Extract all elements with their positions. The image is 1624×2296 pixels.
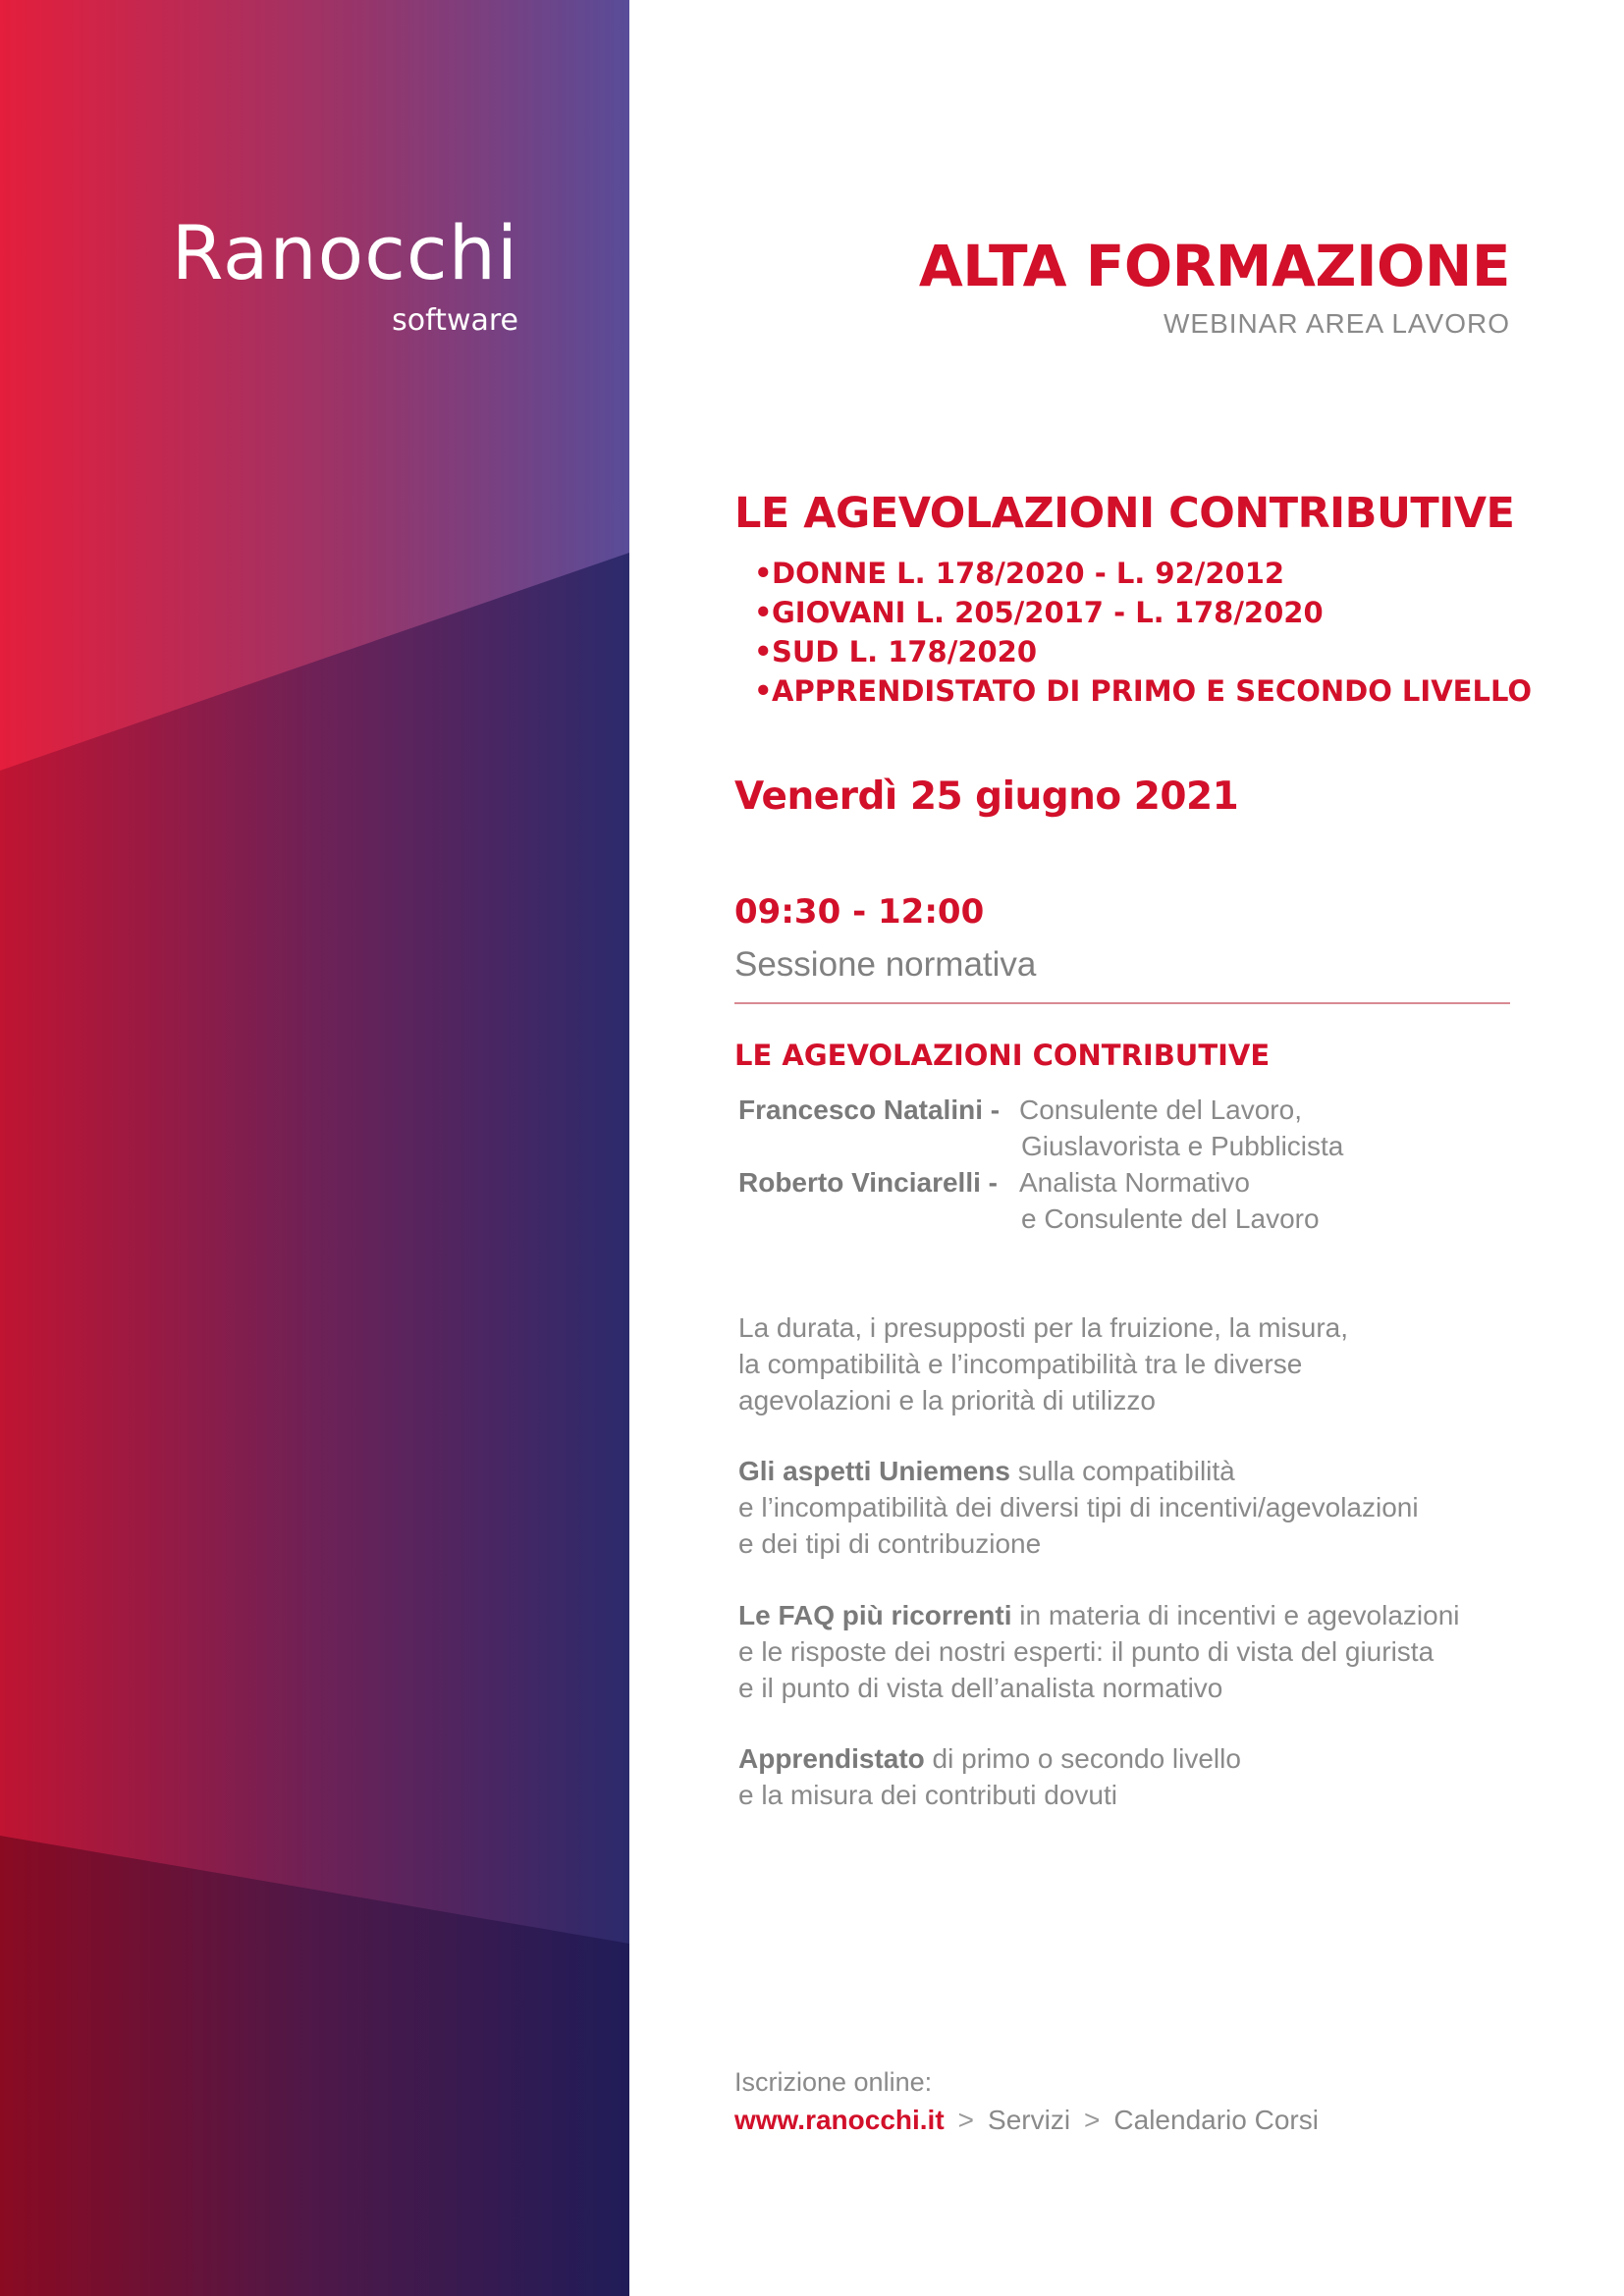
speakers-list xyxy=(738,1092,1504,1237)
session-label: Sessione normativa xyxy=(734,945,1037,984)
topic-item: •GIOVANI L. 205/2017 - L. 178/2020 xyxy=(754,593,1532,632)
bullet-icon: • xyxy=(754,596,773,629)
event-date: Venerdì 25 giugno 2021 xyxy=(734,774,1239,819)
brand-name: Ranocchi xyxy=(171,209,518,296)
speaker-role: Consulente del Lavoro, Giuslavorista e Pubblicista xyxy=(1019,1095,1344,1161)
topic-list xyxy=(754,554,1532,711)
decorative-gradient-panel xyxy=(0,0,629,2296)
brand-tagline: software xyxy=(392,303,518,338)
bullet-icon: • xyxy=(754,557,773,590)
section-title: LE AGEVOLAZIONI CONTRIBUTIVE xyxy=(734,1039,1271,1072)
divider xyxy=(734,1002,1510,1004)
description-paragraph: Le FAQ più ricorrenti in materia di incentivi e agevolazioni e le risposte dei nostri esperti: il punto di vista del giurista e il punto di vista dell’analista normativo xyxy=(738,1600,1460,1703)
description-paragraph: La durata, i presupposti per la fruizione, la misura, la compatibilità e l’incompatibilità tra le diverse agevolazioni e la priorità di utilizzo xyxy=(738,1312,1348,1415)
path-servizi: Servizi xyxy=(988,2105,1071,2135)
topic-title: LE AGEVOLAZIONI CONTRIBUTIVE xyxy=(734,489,1515,538)
speaker-row xyxy=(738,1092,1504,1164)
path-calendario-corsi: Calendario Corsi xyxy=(1113,2105,1319,2135)
registration-path xyxy=(734,2101,1319,2140)
topic-item: •APPRENDISTATO DI PRIMO E SECONDO LIVELLO xyxy=(754,671,1532,711)
bullet-icon: • xyxy=(754,674,773,708)
description-paragraph: Apprendistato di primo o secondo livello e la misura dei contributi dovuti xyxy=(738,1743,1241,1810)
bullet-icon: • xyxy=(754,635,773,668)
speaker-row xyxy=(738,1164,1504,1237)
header-subtitle: WEBINAR AREA LAVORO xyxy=(1163,308,1510,339)
speaker-role: Analista Normativo e Consulente del Lavoro xyxy=(1019,1167,1320,1234)
chevron-right-icon: > xyxy=(1084,2105,1101,2135)
chevron-right-icon: > xyxy=(957,2105,975,2135)
registration-footer xyxy=(734,2064,1319,2140)
header-title: ALTA FORMAZIONE xyxy=(918,233,1510,299)
speaker-name: Roberto Vinciarelli - xyxy=(738,1167,998,1198)
description-paragraph: Gli aspetti Uniemens sulla compatibilità e l’incompatibilità dei diversi tipi di incentivi/agevolazioni e dei tipi di contribuzione xyxy=(738,1456,1419,1559)
topic-item: •SUD L. 178/2020 xyxy=(754,632,1532,671)
speaker-name: Francesco Natalini - xyxy=(738,1095,1001,1125)
event-time: 09:30 - 12:00 xyxy=(734,892,985,932)
brand-logo xyxy=(145,209,518,353)
registration-label: Iscrizione online: xyxy=(734,2067,933,2097)
topic-item: •DONNE L. 178/2020 - L. 92/2012 xyxy=(754,554,1532,593)
flyer-content xyxy=(734,0,1533,2296)
website-link[interactable]: www.ranocchi.it xyxy=(734,2105,945,2135)
